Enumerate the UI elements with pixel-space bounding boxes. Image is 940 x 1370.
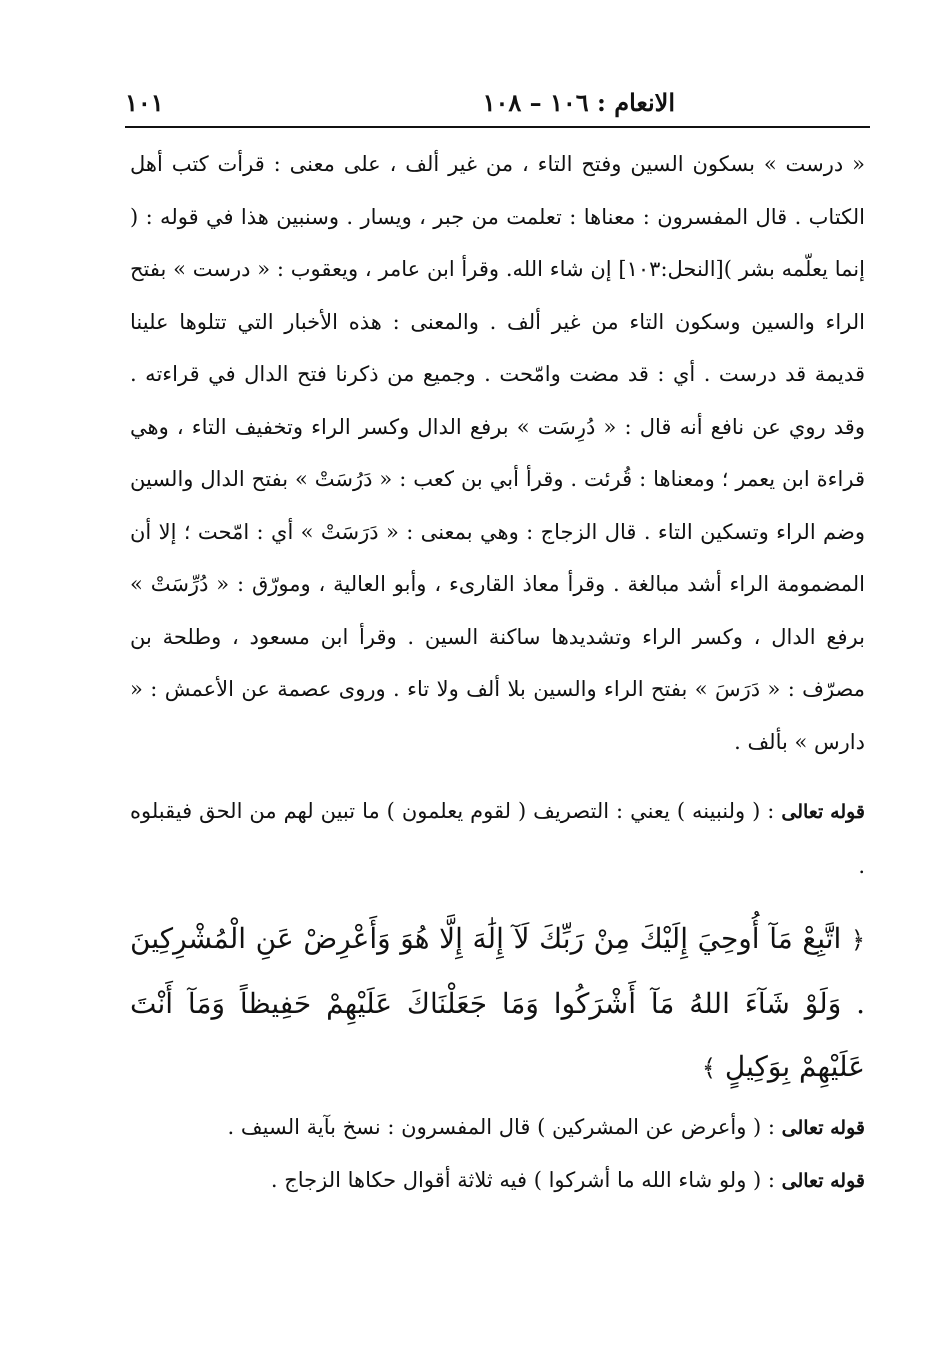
page-body xyxy=(130,138,865,1206)
paragraph-text: : ( ولنبينه ) يعني : التصريف ( لقوم يعلمون ) ما تبين لهم من الحق فيقبلوه . xyxy=(130,799,865,878)
verse-text: اتَّبِعْ مَآ أُوحِيَ إِلَيْكَ مِنْ رَبِّكَ لَآ إِلَٰهَ إِلَّا هُوَ وَأَعْرِضْ عَنِ الْمُشْرِكِينَ . وَلَوْ شَآءَ اللهُ مَآ أَشْرَكُوا وَمَا جَعَلْنَاكَ عَلَيْهِمْ حَفِيظاً وَمَآ أَنْتَ عَلَيْهِمْ بِوَكِيلٍ xyxy=(130,922,865,1083)
verse-open-bracket: ﴿ xyxy=(850,926,865,954)
chapter-title: الانعام : ١٠٦ – ١٠٨ xyxy=(482,87,675,117)
paragraph-text: « درست » بسكون السين وفتح التاء ، من غير ألف ، على معنى : قرأت كتب أهل الكتاب . قال المفسرون : معناها : تعلمت من جبر ، ويسار . وسنبين هذا في قوله : ( إنما يعلّمه بشر )[النحل:١٠٣] إن شاء الله. وقرأ ابن عامر ، ويعقوب : « درست » بفتح الراء والسين وسكون التاء من غير ألف . والمعنى : هذه الأخبار التي تتلوها علينا قديمة قد درست . أي : قد مضت وامّحت . وجميع من ذكرنا فتح الدال في قراءته . وقد روي عن نافع أنه قال : « دُرِسَت » برفع الدال وكسر الراء وتخفيف التاء ، وهي قراءة ابن يعمر ؛ ومعناها : قُرئت . وقرأ أبي بن كعب : « دَرُسَتْ » بفتح الدال والسين وضم الراء وتسكين التاء . قال الزجاج : وهي بمعنى : « دَرَسَتْ » أي : امّحت ؛ إلا أن المضمومة الراء أشد مبالغة . وقرأ معاذ القارىء ، وأبو العالية ، ومورّق : « دُرِّسَتْ » برفع الدال ، وكسر الراء وتشديدها ساكنة السين . وقرأ ابن مسعود ، وطلحة بن مصرّف : « دَرَسَ » بفتح الراء والسين بلا ألف ولا تاء . وروى عصمة عن الأعمش : « دارس » بألف . xyxy=(130,152,865,754)
commentary-paragraph xyxy=(130,1155,865,1206)
commentary-paragraph xyxy=(130,138,865,768)
paragraph-lead: قوله تعالى xyxy=(781,1117,865,1139)
verse-close-bracket: ﴾ xyxy=(701,1054,716,1082)
commentary-paragraph xyxy=(130,1102,865,1153)
page-header xyxy=(125,82,870,122)
quran-verse xyxy=(130,907,865,1100)
header-divider xyxy=(125,126,870,128)
paragraph-text: : ( وأعرض عن المشركين ) قال المفسرون : نسخ بآية السيف . xyxy=(227,1115,782,1139)
page-number: ١٠١ xyxy=(125,87,164,117)
paragraph-lead: قوله تعالى xyxy=(781,1170,865,1192)
paragraph-lead: قوله تعالى xyxy=(781,801,866,823)
paragraph-text: : ( ولو شاء الله ما أشركوا ) فيه ثلاثة أقوال حكاها الزجاج . xyxy=(270,1168,782,1192)
commentary-paragraph xyxy=(130,784,865,893)
